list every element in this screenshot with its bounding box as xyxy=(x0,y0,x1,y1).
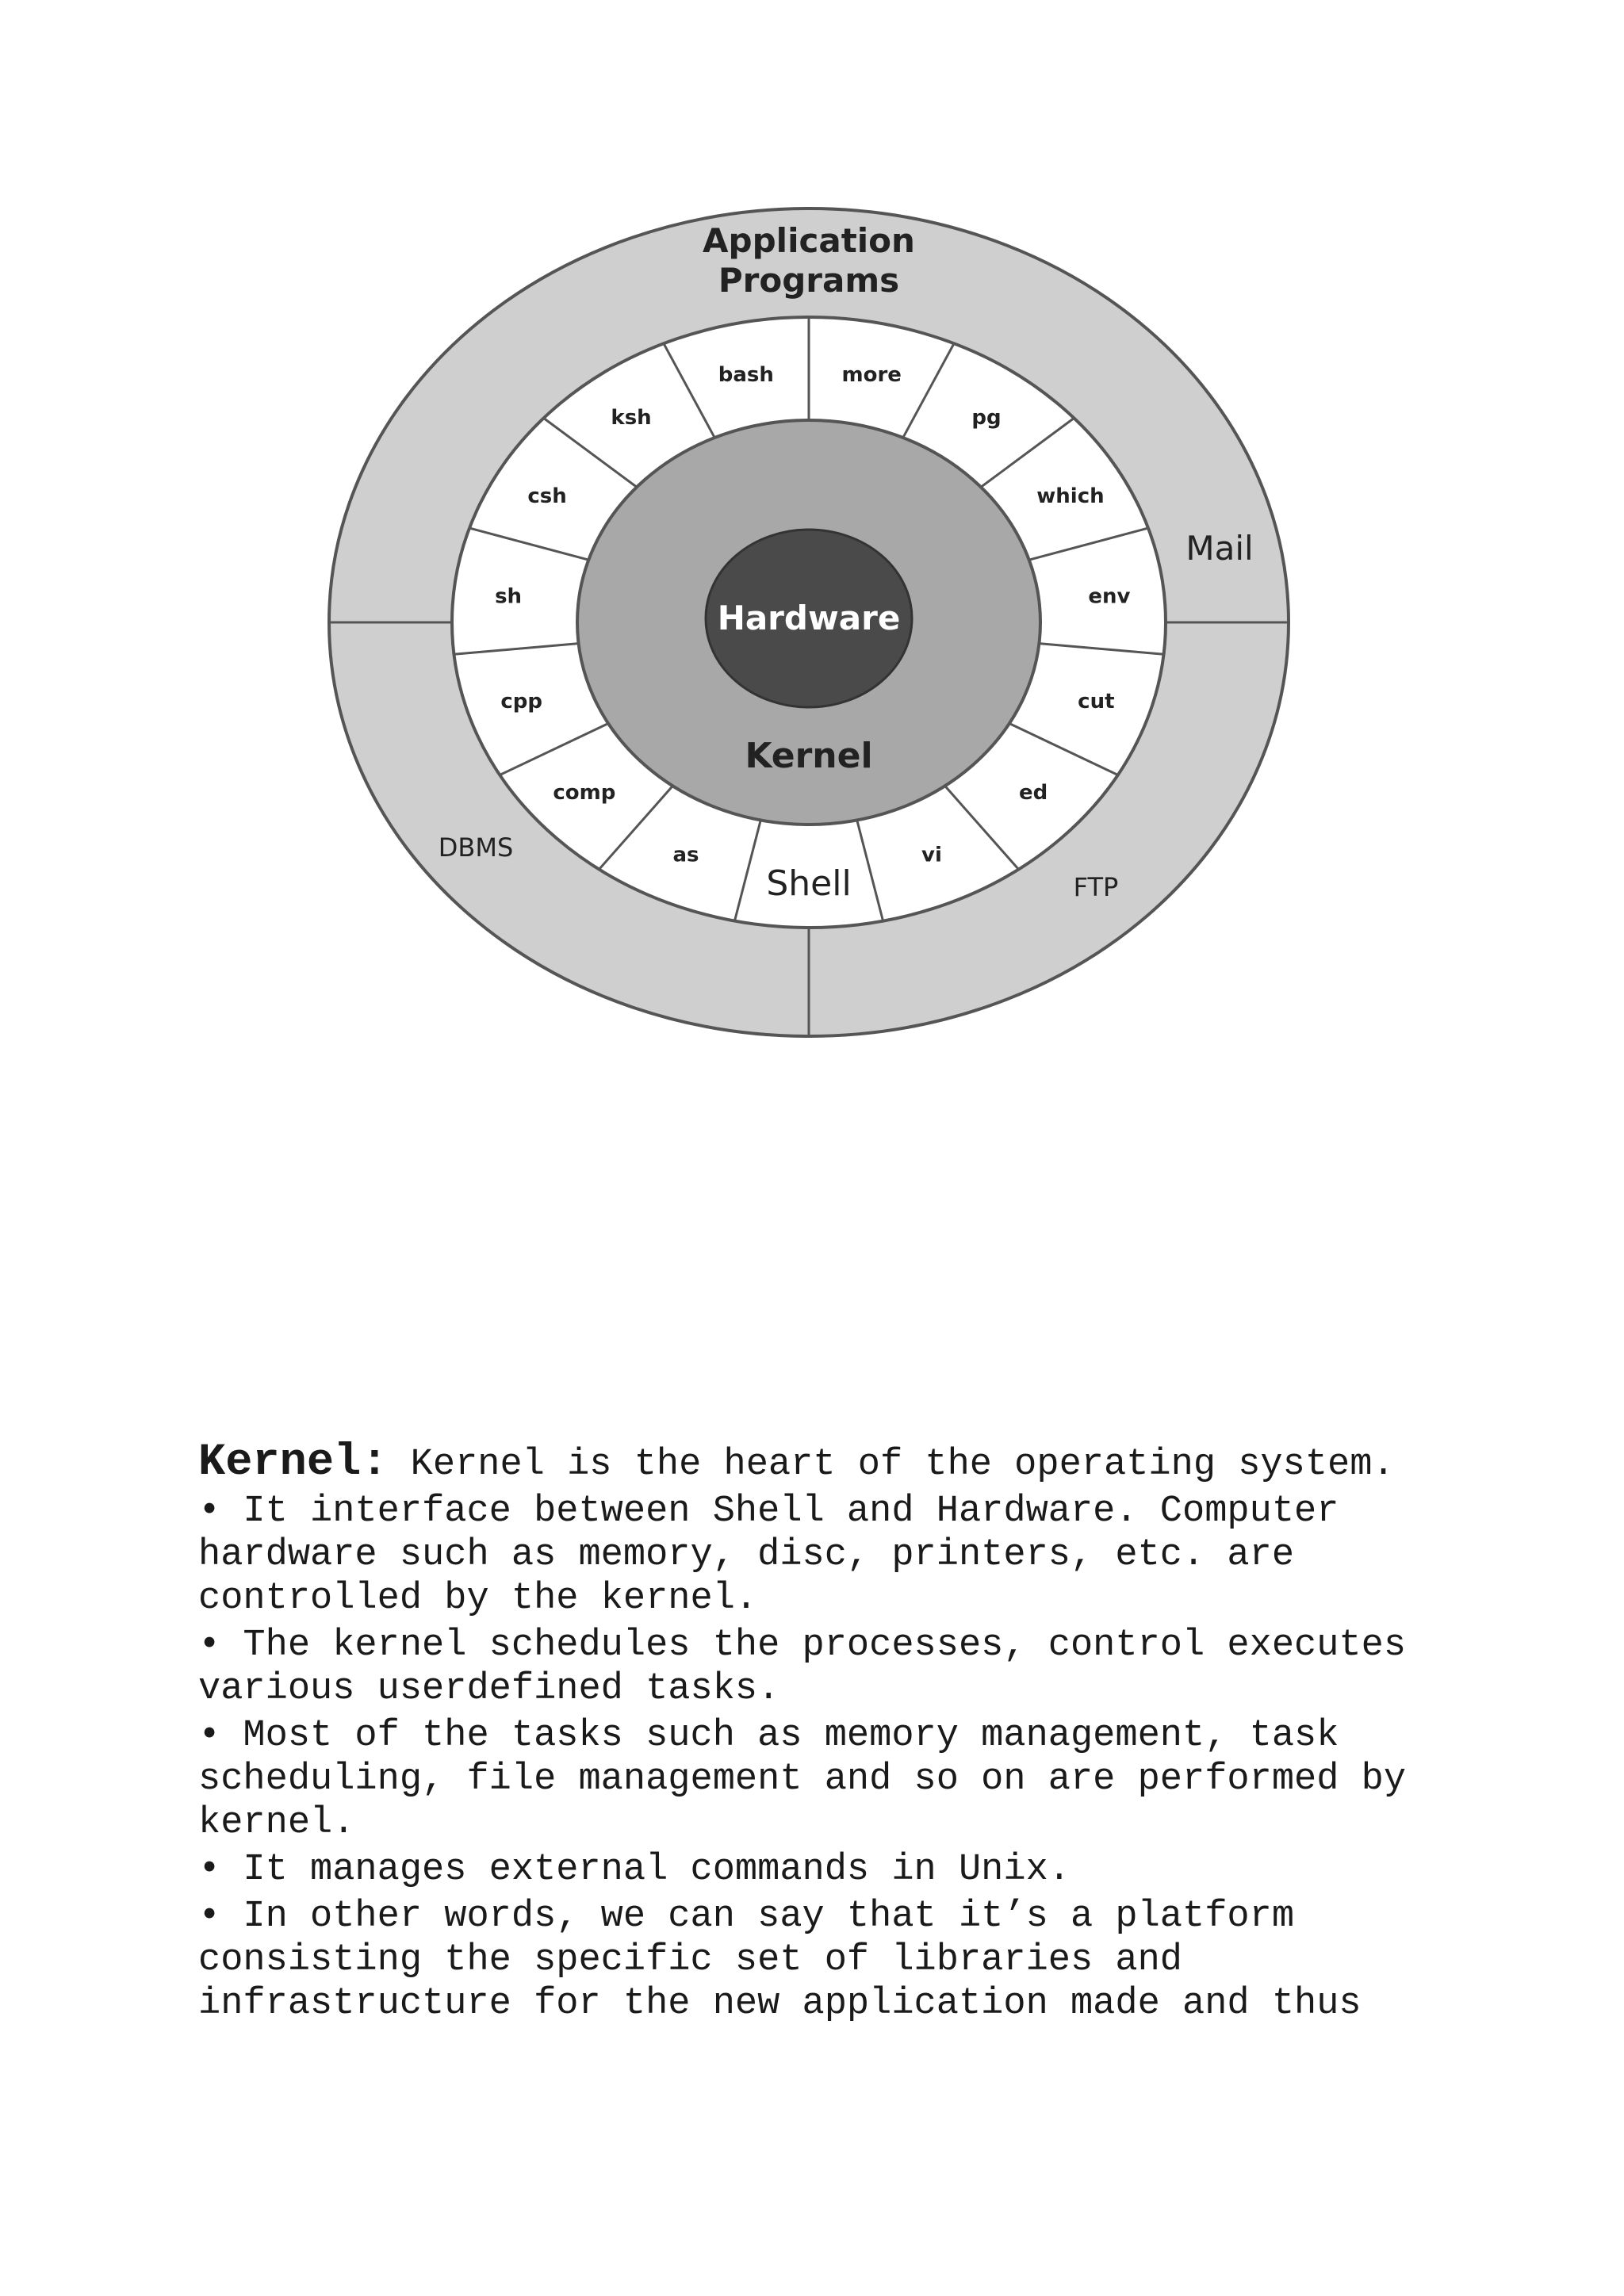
command-label-which: which xyxy=(1036,484,1105,508)
command-label-shell: Shell xyxy=(766,863,852,904)
command-label-pg: pg xyxy=(971,406,1002,430)
bullet-1: • It interface between Shell and Hardware. Computer hardware such as memory, disc, printers, etc. are controlled by the kernel. xyxy=(198,1490,1339,1620)
application-label-line1: Application xyxy=(703,221,915,260)
command-label-vi: vi xyxy=(921,843,942,867)
mail-label: Mail xyxy=(1185,529,1254,568)
kernel-intro-text: Kernel is the heart of the operating system. xyxy=(388,1444,1395,1486)
command-label-as: as xyxy=(672,843,699,867)
command-label-env: env xyxy=(1088,584,1131,609)
command-label-more: more xyxy=(841,362,902,387)
command-label-ksh: ksh xyxy=(611,406,652,430)
bullet-2: • The kernel schedules the processes, control executes various userdefined tasks. xyxy=(198,1624,1407,1710)
ftp-label: FTP xyxy=(1073,872,1119,902)
kernel-heading: Kernel: xyxy=(198,1437,389,1488)
command-label-sh: sh xyxy=(495,584,523,609)
application-label-line2: Programs xyxy=(718,261,900,300)
dbms-label: DBMS xyxy=(438,832,514,863)
command-label-comp: comp xyxy=(553,781,616,806)
kernel-intro xyxy=(198,1437,1507,1488)
command-label-bash: bash xyxy=(718,362,774,387)
command-label-cpp: cpp xyxy=(500,689,542,714)
hardware-label: Hardware xyxy=(717,599,901,637)
bullet-3: • Most of the tasks such as memory management, task scheduling, file management and so on are performed by kernel. xyxy=(198,1715,1407,1844)
kernel-description xyxy=(198,1437,1507,2029)
bullet-5: • In other words, we can say that it’s a platform consisting the specific set of libraries and infrastructure for the new application made and thus xyxy=(198,1896,1362,2025)
command-label-ed: ed xyxy=(1019,781,1048,806)
kernel-label: Kernel xyxy=(745,736,873,776)
bullet-4: • It manages external commands in Unix. xyxy=(198,1849,1071,1891)
unix-architecture-diagram xyxy=(0,0,1624,1110)
command-label-cut: cut xyxy=(1078,689,1115,714)
command-label-csh: csh xyxy=(527,484,567,508)
